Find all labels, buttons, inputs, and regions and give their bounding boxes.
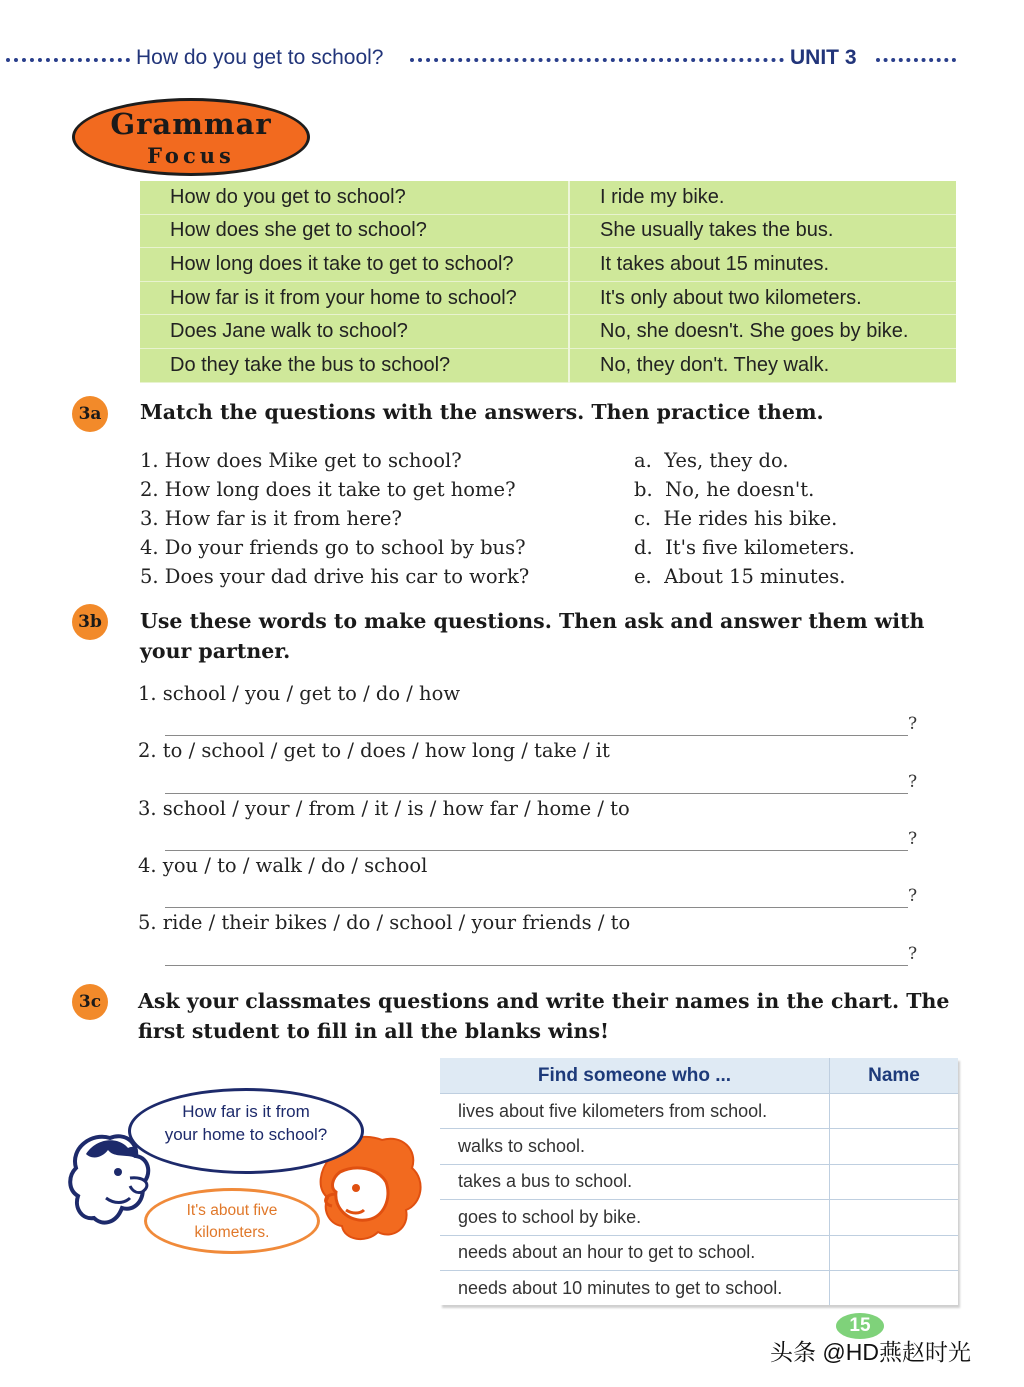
question-mark: ?: [908, 829, 918, 849]
section-3b-badge: 3b: [72, 604, 108, 640]
page-number: 15: [836, 1313, 884, 1339]
grammar-question: How does she get to school?: [140, 214, 569, 248]
question-mark: ?: [908, 772, 918, 792]
find-cell: needs about 10 minutes to get to school.: [440, 1270, 830, 1305]
section-3c-instruction: [138, 986, 949, 1046]
match-answer: e. About 15 minutes.: [634, 565, 846, 588]
question-mark: ?: [908, 886, 918, 906]
table-row: [440, 1235, 958, 1270]
word-prompt: 5. ride / their bikes / do / school / your friends / to: [138, 911, 631, 934]
grammar-focus-table: [140, 181, 956, 383]
grammar-focus-subtitle: Focus: [147, 143, 235, 168]
header-dots-right: [876, 58, 956, 62]
section-3b-instruction: [140, 606, 924, 666]
answer-line[interactable]: [165, 793, 908, 794]
find-cell: takes a bus to school.: [440, 1164, 830, 1199]
table-row: [440, 1270, 958, 1305]
grammar-answer: No, they don't. They walk.: [569, 348, 956, 382]
table-row: [440, 1200, 958, 1235]
table-row: [440, 1129, 958, 1164]
instruction-line: first student to fill in all the blanks wins!: [138, 1019, 609, 1043]
word-prompt: 2. to / school / get to / does / how long / take / it: [138, 739, 610, 762]
boy-face-icon: [70, 1136, 148, 1222]
question-mark: ?: [908, 714, 918, 734]
header-title: How do you get to school?: [136, 46, 384, 69]
bubble-line: How far is it from: [182, 1102, 310, 1121]
answer-line[interactable]: [165, 850, 908, 851]
section-3a-instruction: Match the questions with the answers. Then practice them.: [140, 400, 824, 424]
find-cell: walks to school.: [440, 1129, 830, 1164]
grammar-row: [140, 248, 956, 282]
find-cell: lives about five kilometers from school.: [440, 1094, 830, 1129]
name-cell[interactable]: [830, 1270, 959, 1305]
answer-line[interactable]: [165, 907, 908, 908]
grammar-answer: No, she doesn't. She goes by bike.: [569, 315, 956, 349]
match-answer: a. Yes, they do.: [634, 449, 789, 472]
bubble-line: kilometers.: [194, 1224, 270, 1241]
table-header-row: [440, 1058, 958, 1094]
name-cell[interactable]: [830, 1129, 959, 1164]
section-3a-badge: 3a: [72, 396, 108, 432]
word-prompt: 4. you / to / walk / do / school: [138, 854, 428, 877]
name-cell[interactable]: [830, 1235, 959, 1270]
grammar-answer: She usually takes the bus.: [569, 214, 956, 248]
speech-bubble-answer: [144, 1188, 320, 1254]
header-dots-middle: [410, 58, 784, 62]
header-unit: UNIT 3: [790, 46, 857, 69]
match-answer: b. No, he doesn't.: [634, 478, 815, 501]
match-question: 3. How far is it from here?: [140, 507, 402, 530]
instruction-line: Use these words to make questions. Then ask and answer them with: [140, 609, 925, 633]
grammar-row: [140, 181, 956, 214]
table-row: [440, 1094, 958, 1129]
grammar-answer: It's only about two kilometers.: [569, 281, 956, 315]
grammar-row: [140, 315, 956, 349]
table-row: [440, 1164, 958, 1199]
match-answer: c. He rides his bike.: [634, 507, 838, 530]
header-dots-left: [6, 58, 130, 62]
grammar-question: How do you get to school?: [140, 181, 569, 214]
match-answer: d. It's five kilometers.: [634, 536, 855, 559]
section-3a-questions: [140, 446, 529, 591]
word-prompt: 1. school / you / get to / do / how: [138, 682, 461, 705]
watermark-text: 头条 @HD燕赵时光: [770, 1339, 971, 1365]
section-3a-answers: [634, 446, 855, 591]
grammar-focus-badge: [72, 98, 310, 176]
grammar-question: Do they take the bus to school?: [140, 348, 569, 382]
grammar-question: Does Jane walk to school?: [140, 315, 569, 349]
find-cell: goes to school by bike.: [440, 1200, 830, 1235]
grammar-row: [140, 281, 956, 315]
name-cell[interactable]: [830, 1164, 959, 1199]
match-question: 1. How does Mike get to school?: [140, 449, 462, 472]
page-header: [0, 40, 1024, 80]
grammar-answer: It takes about 15 minutes.: [569, 248, 956, 282]
instruction-line: Ask your classmates questions and write their names in the chart. The: [138, 989, 950, 1013]
question-mark: ?: [908, 944, 918, 964]
grammar-row: [140, 214, 956, 248]
match-question: 5. Does your dad drive his car to work?: [140, 565, 530, 588]
section-3c-badge: 3c: [72, 984, 108, 1020]
find-someone-table: [440, 1058, 958, 1305]
bubble-line: your home to school?: [164, 1125, 328, 1144]
instruction-line: your partner.: [140, 639, 291, 663]
find-cell: needs about an hour to get to school.: [440, 1235, 830, 1270]
grammar-focus-title: Grammar: [110, 107, 272, 141]
column-header-name: Name: [830, 1058, 959, 1094]
bubble-line: It's about five: [186, 1202, 278, 1219]
match-question: 2. How long does it take to get home?: [140, 478, 516, 501]
answer-line[interactable]: [165, 735, 908, 736]
column-header-find: Find someone who ...: [440, 1058, 830, 1094]
grammar-question: How long does it take to get to school?: [140, 248, 569, 282]
name-cell[interactable]: [830, 1200, 959, 1235]
word-prompt: 3. school / your / from / it / is / how far / home / to: [138, 797, 630, 820]
name-cell[interactable]: [830, 1094, 959, 1129]
answer-line[interactable]: [165, 965, 908, 966]
grammar-question: How far is it from your home to school?: [140, 281, 569, 315]
grammar-row: [140, 348, 956, 382]
speech-bubble-question: [128, 1088, 364, 1174]
grammar-answer: I ride my bike.: [569, 181, 956, 214]
match-question: 4. Do your friends go to school by bus?: [140, 536, 526, 559]
